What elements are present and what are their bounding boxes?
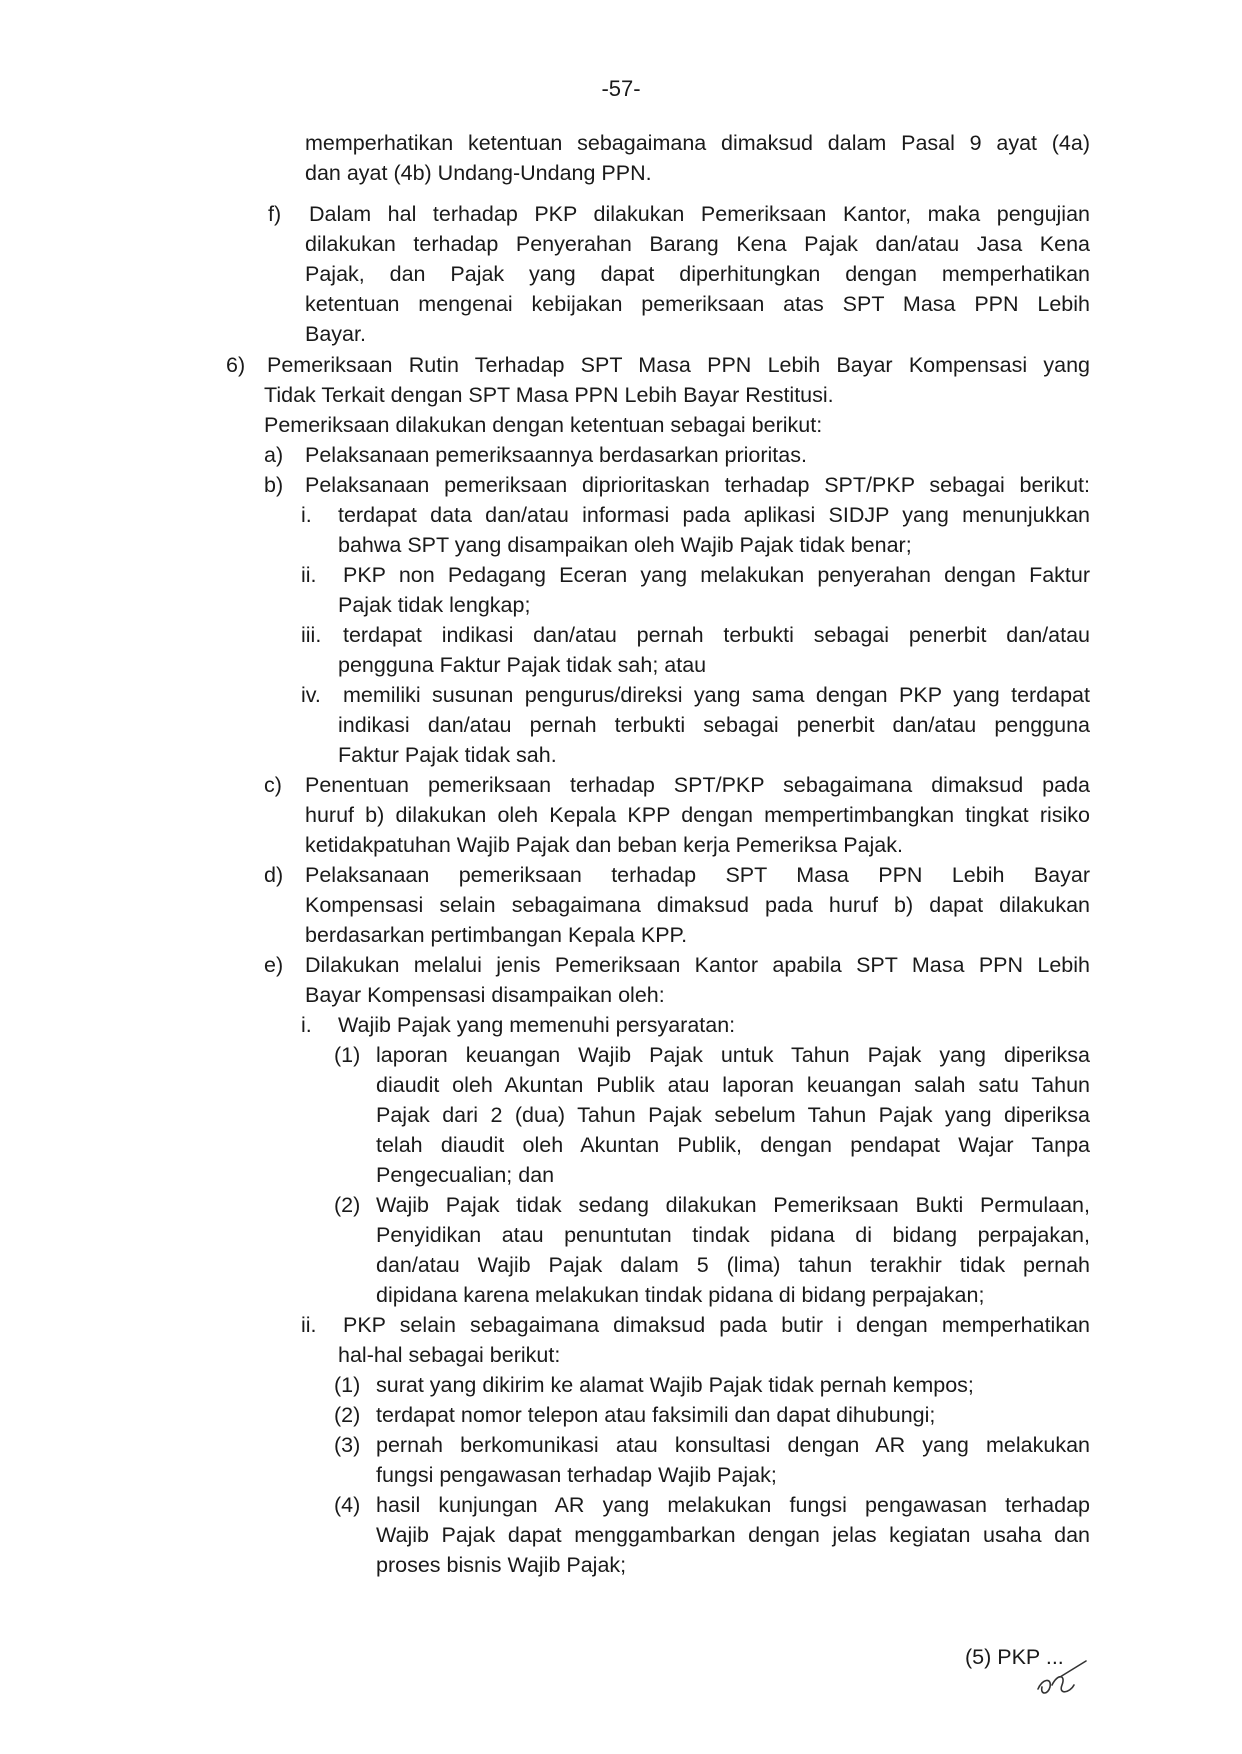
text-line bbox=[305, 128, 1090, 158]
line-text: Tidak Terkait dengan SPT Masa PPN Lebih Bayar Restitusi. bbox=[264, 383, 834, 407]
line-text: ketidakpatuhan Wajib Pajak dan beban kerja Pemeriksa Pajak. bbox=[305, 833, 903, 857]
text-line bbox=[226, 350, 1090, 380]
line-text: Dalam hal terhadap PKP dilakukan Pemeriksaan Kantor, maka pengujian bbox=[309, 202, 1090, 226]
line-text: Pelaksanaan pemeriksaan diprioritaskan terhadap SPT/PKP sebagai berikut: bbox=[305, 473, 1090, 497]
text-line bbox=[305, 319, 1090, 349]
text-line bbox=[305, 229, 1090, 259]
text-line bbox=[338, 1340, 1090, 1370]
text-line bbox=[376, 1520, 1090, 1550]
text-line bbox=[338, 590, 1090, 620]
line-text: dan/atau Wajib Pajak dalam 5 (lima) tahun terakhir tidak pernah bbox=[376, 1253, 1090, 1277]
line-text: terdapat data dan/atau informasi pada aplikasi SIDJP yang menunjukkan bbox=[338, 503, 1090, 527]
line-text: Kompensasi selain sebagaimana dimaksud pada huruf b) dapat dilakukan bbox=[305, 893, 1090, 917]
line-text: PKP non Pedagang Eceran yang melakukan penyerahan dengan Faktur bbox=[343, 563, 1090, 587]
text-line bbox=[376, 1550, 1090, 1580]
text-line bbox=[264, 950, 1090, 980]
text-line bbox=[305, 289, 1090, 319]
list-marker: ii. bbox=[301, 1313, 317, 1337]
list-marker: (2) bbox=[334, 1193, 361, 1217]
text-line bbox=[264, 440, 1090, 470]
list-marker: (1) bbox=[334, 1043, 361, 1067]
line-text: surat yang dikirim ke alamat Wajib Pajak tidak pernah kempos; bbox=[376, 1373, 974, 1397]
text-line bbox=[268, 199, 1090, 229]
text-line bbox=[305, 259, 1090, 289]
text-line bbox=[305, 890, 1090, 920]
line-text: huruf b) dilakukan oleh Kepala KPP dengan mempertimbangkan tingkat risiko bbox=[305, 803, 1090, 827]
line-text: dilakukan terhadap Penyerahan Barang Kena Pajak dan/atau Jasa Kena bbox=[305, 232, 1090, 256]
line-text: Faktur Pajak tidak sah. bbox=[338, 743, 557, 767]
line-text: Pelaksanaan pemeriksaan terhadap SPT Masa PPN Lebih Bayar bbox=[305, 863, 1090, 887]
line-text: fungsi pengawasan terhadap Wajib Pajak; bbox=[376, 1463, 777, 1487]
text-line bbox=[264, 410, 1090, 440]
text-line bbox=[264, 860, 1090, 890]
text-line bbox=[301, 680, 1090, 710]
text-line bbox=[264, 770, 1090, 800]
text-line bbox=[338, 530, 1090, 560]
line-text: dipidana karena melakukan tindak pidana di bidang perpajakan; bbox=[376, 1283, 985, 1307]
list-marker: b) bbox=[264, 473, 284, 497]
list-marker: i. bbox=[301, 1013, 312, 1037]
text-line bbox=[376, 1070, 1090, 1100]
line-text: diaudit oleh Akuntan Publik atau laporan keuangan salah satu Tahun bbox=[376, 1073, 1090, 1097]
line-text: proses bisnis Wajib Pajak; bbox=[376, 1553, 627, 1577]
line-text: dan ayat (4b) Undang-Undang PPN. bbox=[305, 161, 652, 185]
text-line bbox=[301, 500, 1090, 530]
text-line bbox=[338, 710, 1090, 740]
text-line bbox=[338, 650, 1090, 680]
text-line bbox=[305, 980, 1090, 1010]
page-number: -57- bbox=[601, 76, 641, 101]
list-marker: c) bbox=[264, 773, 282, 797]
text-line bbox=[376, 1220, 1090, 1250]
list-marker: d) bbox=[264, 863, 284, 887]
text-line bbox=[334, 1040, 1090, 1070]
line-text: Penentuan pemeriksaan terhadap SPT/PKP sebagaimana dimaksud pada bbox=[305, 773, 1090, 797]
line-text: bahwa SPT yang disampaikan oleh Wajib Pajak tidak benar; bbox=[338, 533, 912, 557]
line-text: Bayar. bbox=[305, 322, 366, 346]
line-text: pengguna Faktur Pajak tidak sah; atau bbox=[338, 653, 707, 677]
line-text: PKP selain sebagaimana dimaksud pada butir i dengan memperhatikan bbox=[343, 1313, 1090, 1337]
list-marker: (1) bbox=[334, 1373, 361, 1397]
text-line bbox=[301, 560, 1090, 590]
line-text: Wajib Pajak yang memenuhi persyaratan: bbox=[338, 1013, 736, 1037]
list-marker: iii. bbox=[301, 623, 322, 647]
line-text: Pemeriksaan dilakukan dengan ketentuan sebagai berikut: bbox=[264, 413, 823, 437]
text-line bbox=[305, 158, 1090, 188]
line-text: terdapat nomor telepon atau faksimili dan dapat dihubungi; bbox=[376, 1403, 936, 1427]
line-text: berdasarkan pertimbangan Kepala KPP. bbox=[305, 923, 688, 947]
text-line bbox=[334, 1430, 1090, 1460]
line-text: Pajak dari 2 (dua) Tahun Pajak sebelum Tahun Pajak yang diperiksa bbox=[376, 1103, 1090, 1127]
line-text: hasil kunjungan AR yang melakukan fungsi pengawasan terhadap bbox=[376, 1493, 1090, 1517]
text-line bbox=[301, 1010, 1090, 1040]
text-line bbox=[376, 1130, 1090, 1160]
text-line bbox=[264, 380, 1090, 410]
line-text: memperhatikan ketentuan sebagaimana dimaksud dalam Pasal 9 ayat (4a) bbox=[305, 131, 1090, 155]
text-line bbox=[301, 1310, 1090, 1340]
line-text: ketentuan mengenai kebijakan pemeriksaan atas SPT Masa PPN Lebih bbox=[305, 292, 1090, 316]
line-text: Bayar Kompensasi disampaikan oleh: bbox=[305, 983, 665, 1007]
list-marker: iv. bbox=[301, 683, 321, 707]
text-line bbox=[264, 470, 1090, 500]
footer-catchword: (5) PKP ... bbox=[965, 1645, 1064, 1669]
line-text: Pajak, dan Pajak yang dapat diperhitungkan dengan memperhatikan bbox=[305, 262, 1090, 286]
line-text: Wajib Pajak tidak sedang dilakukan Pemeriksaan Bukti Permulaan, bbox=[376, 1193, 1090, 1217]
text-line bbox=[334, 1190, 1090, 1220]
list-marker: f) bbox=[268, 202, 282, 226]
line-text: Pajak tidak lengkap; bbox=[338, 593, 531, 617]
handwritten-initials-icon bbox=[1030, 1655, 1090, 1705]
line-text: indikasi dan/atau pernah terbukti sebagai penerbit dan/atau pengguna bbox=[338, 713, 1090, 737]
line-text: Pelaksanaan pemeriksaannya berdasarkan prioritas. bbox=[305, 443, 807, 467]
text-line bbox=[376, 1250, 1090, 1280]
line-text: Pengecualian; dan bbox=[376, 1163, 555, 1187]
text-line bbox=[305, 920, 1090, 950]
line-text: pernah berkomunikasi atau konsultasi dengan AR yang melakukan bbox=[376, 1433, 1090, 1457]
line-text: laporan keuangan Wajib Pajak untuk Tahun Pajak yang diperiksa bbox=[376, 1043, 1090, 1067]
list-marker: 6) bbox=[226, 353, 246, 377]
list-marker: a) bbox=[264, 443, 284, 467]
line-text: Dilakukan melalui jenis Pemeriksaan Kantor apabila SPT Masa PPN Lebih bbox=[305, 953, 1090, 977]
text-line bbox=[338, 740, 1090, 770]
list-marker: (4) bbox=[334, 1493, 361, 1517]
text-line bbox=[305, 830, 1090, 860]
line-text: Pemeriksaan Rutin Terhadap SPT Masa PPN Lebih Bayar Kompensasi yang bbox=[267, 353, 1090, 377]
text-line bbox=[301, 620, 1090, 650]
text-line bbox=[334, 1400, 1090, 1430]
text-line bbox=[376, 1100, 1090, 1130]
text-line bbox=[376, 1460, 1090, 1490]
list-marker: i. bbox=[301, 503, 312, 527]
line-text: Wajib Pajak dapat menggambarkan dengan jelas kegiatan usaha dan bbox=[376, 1523, 1090, 1547]
line-text: telah diaudit oleh Akuntan Publik, dengan pendapat Wajar Tanpa bbox=[376, 1133, 1090, 1157]
list-marker: e) bbox=[264, 953, 284, 977]
text-line bbox=[334, 1490, 1090, 1520]
list-marker: (2) bbox=[334, 1403, 361, 1427]
line-text: Penyidikan atau penuntutan tindak pidana di bidang perpajakan, bbox=[376, 1223, 1090, 1247]
text-line bbox=[376, 1160, 1090, 1190]
text-line bbox=[334, 1370, 1090, 1400]
line-text: hal-hal sebagai berikut: bbox=[338, 1343, 561, 1367]
text-line bbox=[305, 800, 1090, 830]
line-text: terdapat indikasi dan/atau pernah terbukti sebagai penerbit dan/atau bbox=[343, 623, 1090, 647]
text-line bbox=[376, 1280, 1090, 1310]
list-marker: (3) bbox=[334, 1433, 361, 1457]
line-text: memiliki susunan pengurus/direksi yang sama dengan PKP yang terdapat bbox=[343, 683, 1090, 707]
list-marker: ii. bbox=[301, 563, 317, 587]
